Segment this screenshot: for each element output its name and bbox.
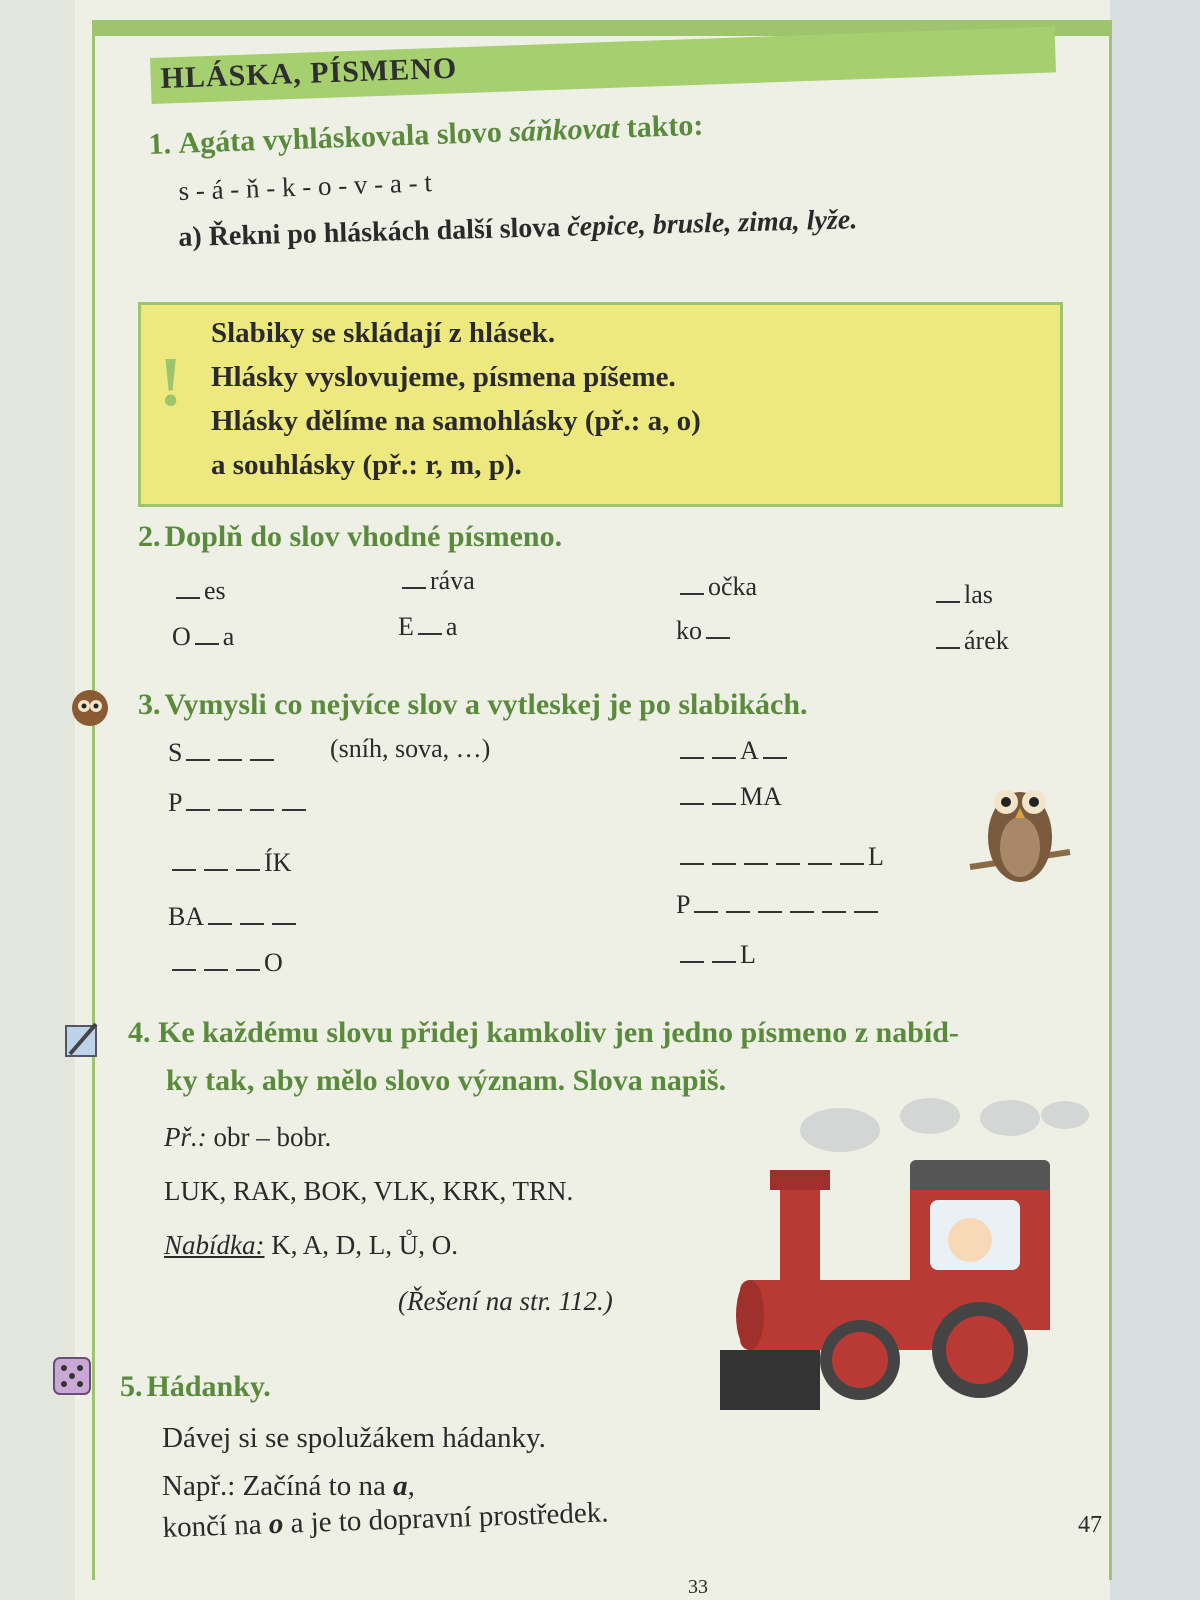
ex2-word: las (932, 580, 993, 610)
ex2-word: očka (676, 572, 757, 602)
ex2-word: es (172, 576, 226, 606)
ex3-pattern: L (676, 842, 884, 872)
ex4-words: LUK, RAK, BOK, VLK, KRK, TRN. (164, 1176, 574, 1206)
ex3-title: Vymysli co nejvíce slov a vytleskej je po slabikách. (164, 688, 808, 721)
ex3-pattern: P (676, 890, 882, 920)
ex2-word: O a (172, 622, 235, 651)
exercise-number: 3. (138, 688, 161, 721)
ex3-pattern: MA (676, 782, 782, 812)
ex3-pattern: S (168, 738, 278, 768)
dice-icon (52, 1356, 94, 1398)
exercise-2-heading (138, 520, 562, 554)
ex4-title-line1: Ke každému slovu přidej kamkoliv jen jedno písmeno z nabíd- (158, 1016, 959, 1049)
exercise-3-heading (138, 688, 808, 722)
ex1-a-words: čepice, brusle, zima, lyže. (566, 204, 858, 243)
ex3-pattern: BA (168, 902, 300, 932)
ex3-pattern: P (168, 788, 310, 818)
rule-line-3: Hlásky dělíme na samohlásky (př.: a, o) (211, 405, 701, 437)
ex5-title: Hádanky. (146, 1370, 271, 1403)
ex1-a-label: a) (178, 221, 203, 253)
ex3-pattern: ÍK (168, 848, 291, 878)
ex4-offer-text: K, A, D, L, Ů, O. (271, 1230, 458, 1260)
ex4-offer (164, 1230, 458, 1261)
background-right (1110, 0, 1200, 1600)
ex4-title-line2: ky tak, aby mělo slovo význam. Slova napiš. (166, 1064, 727, 1097)
exercise-number: 5. (120, 1370, 143, 1403)
ex4-example-text: obr – bobr. (213, 1122, 332, 1152)
exercise-number: 2. (138, 520, 161, 553)
ex2-word: ko (676, 616, 734, 646)
ex5-line3: končí na o a je to dopravní prostředek. (162, 1496, 610, 1544)
ex2-word: E a (398, 612, 458, 641)
exercise-5-heading (120, 1370, 271, 1404)
train-illustration (720, 1080, 1100, 1430)
ex5-line2: Např.: Začíná to na a, (162, 1470, 415, 1502)
ex3-pattern: L (676, 940, 756, 970)
ex1-spelled: s - á - ň - k - o - v - a - t (178, 167, 433, 206)
ex5-line1: Dávej si se spolužákem hádanky. (162, 1422, 546, 1454)
rule-box (138, 302, 1063, 507)
ex3-pattern: A (676, 736, 791, 766)
ex1-text-after: takto: (626, 108, 704, 145)
rule-line-2: Hlásky vyslovujeme, písmena píšeme. (211, 361, 676, 393)
ex3-example: (sníh, sova, …) (330, 734, 491, 763)
ex1-a-text: Řekni po hláskách další slova (208, 212, 561, 253)
owl-illustration (960, 752, 1080, 912)
ex2-title: Doplň do slov vhodné písmeno. (164, 520, 563, 553)
exercise-number: 1. (148, 127, 172, 161)
ex2-word: ráva (398, 566, 475, 596)
rule-line-4: a souhlásky (př.: r, m, p). (211, 449, 522, 481)
exclamation-icon: ! (159, 344, 183, 421)
owl-icon (70, 688, 110, 728)
ex1-word: sáňkovat (508, 111, 620, 149)
ex4-example-label: Př.: (164, 1122, 207, 1152)
bottom-number: 33 (688, 1576, 708, 1598)
ex4-offer-label: Nabídka: (164, 1230, 265, 1260)
rule-line-1: Slabiky se skládají z hlásek. (211, 317, 556, 349)
ex2-word: árek (932, 626, 1009, 656)
exercise-4-heading (128, 1016, 959, 1050)
exercise-number: 4. (128, 1016, 151, 1049)
section-title: HLÁSKA, PÍSMENO (160, 51, 458, 95)
ex4-solution: (Řešení na str. 112.) (398, 1286, 613, 1316)
page-number: 47 (1078, 1512, 1102, 1538)
pencil-icon (62, 1018, 102, 1062)
ex1-text: Agáta vyhláskovala slovo (177, 115, 503, 160)
ex3-pattern: O (168, 948, 283, 978)
ex4-example (164, 1122, 331, 1153)
